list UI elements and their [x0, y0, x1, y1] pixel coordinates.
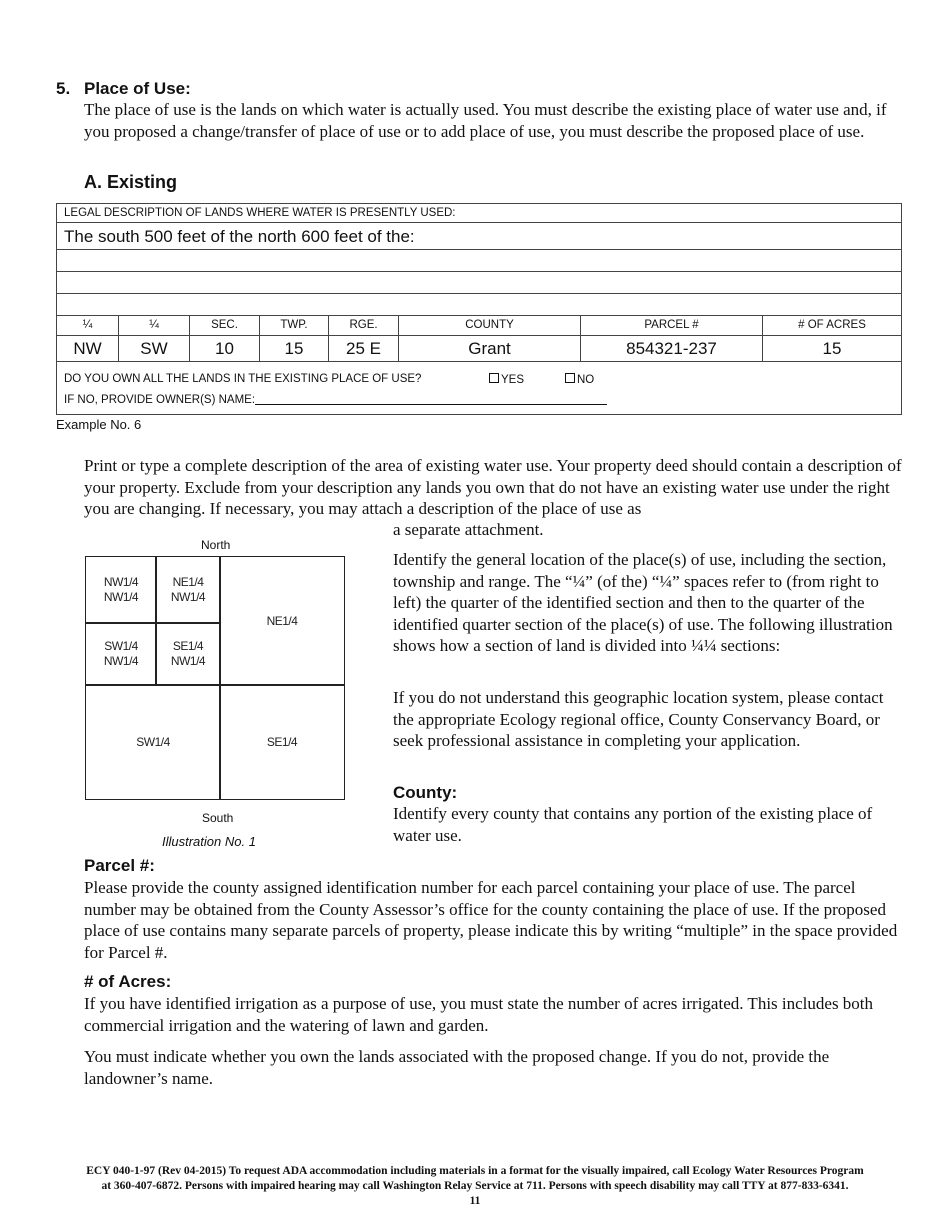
- section-number: 5.: [56, 79, 71, 98]
- yes-label: YES: [501, 374, 525, 386]
- nw-nw-quarter: NW1/4 NW1/4: [103, 575, 139, 604]
- value-acres[interactable]: 15: [822, 339, 842, 358]
- yes-option[interactable]: [489, 373, 524, 386]
- own-question: DO YOU OWN ALL THE LANDS IN THE EXISTING PLACE OF USE?: [64, 373, 422, 385]
- section-title: Place of Use:: [84, 79, 191, 98]
- page-number: 11: [469, 1195, 481, 1207]
- south-label: South: [202, 811, 234, 825]
- example-label: Example No. 6: [56, 417, 142, 432]
- north-label: North: [201, 538, 231, 552]
- section-intro: The place of use is the lands on which water is actually used. You must describe the existing place of water use and, if you proposed a change/transfer of place of use or to add place of use, you must describe the proposed place of use.: [84, 100, 887, 141]
- header-range: RGE.: [329, 316, 399, 335]
- ne-nw-quarter: NE1/4 NW1/4: [170, 575, 206, 604]
- divider-horizontal-main: [86, 684, 344, 686]
- footer-line-2: at 360-407-6872. Persons with impaired hearing may call Washington Relay Service at 711. Persons with speech disability may call TTY at 877-833-6341.: [101, 1180, 849, 1192]
- divider-vertical-nw: [155, 557, 157, 685]
- value-township[interactable]: 15: [260, 336, 329, 361]
- ownership-row: [57, 362, 901, 414]
- se-quarter: SE1/4: [266, 734, 298, 749]
- footer-line-1: ECY 040-1-97 (Rev 04-2015) To request ADA accommodation including materials in a format for the visually impaired, call Ecology Water Resources Program: [86, 1165, 864, 1177]
- legal-line-1[interactable]: The south 500 feet of the north 600 feet of the:: [57, 223, 901, 250]
- no-label: NO: [577, 374, 595, 386]
- sw-nw-quarter: SW1/4 NW1/4: [103, 639, 139, 668]
- value-section[interactable]: 10: [190, 336, 260, 361]
- legal-caption: LEGAL DESCRIPTION OF LANDS WHERE WATER IS PRESENTLY USED:: [57, 204, 901, 223]
- understand-paragraph: If you do not understand this geographic location system, please contact the appropriate Ecology regional office, County Conservancy Board, or seek professional assistance in completing your application.: [393, 688, 884, 750]
- print-paragraph: Print or type a complete description of the area of existing water use. Your property deed should contain a description of your property. Exclude from your description any lands you own that do not have an existing water use under the right you are changing. If necessary, you may attach a description of the place of use as: [84, 456, 902, 518]
- section-diagram: [85, 556, 345, 800]
- value-parcel[interactable]: 854321-237: [581, 336, 763, 361]
- identify-paragraph: Identify the general location of the place(s) of use, including the section, township and range. The “¼” (of the) “¼” spaces refer to (from right to left) the quarter of the identified section and then to the quarter of the identified quarter section of the place(s) of use. The following illustration shows how a section of land is divided into ¼¼ sections:: [393, 550, 893, 655]
- value-quarter-2[interactable]: SW: [119, 336, 190, 361]
- se-nw-quarter: SE1/4 NW1/4: [170, 639, 206, 668]
- parcel-text: Please provide the county assigned identification number for each parcel containing your place of use. The parcel number may be obtained from the County Assessor’s office for the county containing the place of use. If the proposed place of use contains many separate parcels of property, please indicate this by writing “multiple” in the space provided for Parcel #.: [84, 878, 898, 962]
- owner-prompt: IF NO, PROVIDE OWNER(S) NAME:: [64, 394, 256, 406]
- sw-quarter: SW1/4: [136, 734, 170, 749]
- legal-line-3[interactable]: [57, 272, 901, 294]
- header-quarter-2: ¼: [119, 316, 190, 335]
- yes-checkbox[interactable]: [489, 373, 499, 383]
- no-option[interactable]: [565, 373, 594, 386]
- county-text: Identify every county that contains any portion of the existing place of water use.: [393, 804, 873, 845]
- footer: [40, 1164, 910, 1209]
- owner-name-field[interactable]: [255, 392, 607, 405]
- divider-horizontal-nw: [86, 622, 220, 624]
- legal-description-table: [56, 203, 902, 415]
- county-title: County:: [393, 783, 458, 802]
- legal-line-4[interactable]: [57, 294, 901, 316]
- acres-title: # of Acres:: [84, 972, 172, 991]
- value-county[interactable]: Grant: [399, 336, 581, 361]
- header-parcel: PARCEL #: [581, 316, 763, 335]
- print-paragraph-end: a separate attachment.: [393, 520, 544, 539]
- value-quarter-1[interactable]: NW: [57, 336, 119, 361]
- landowner-paragraph: You must indicate whether you own the lands associated with the proposed change. If you do not, provide the landowner’s name.: [84, 1047, 830, 1088]
- acres-text: If you have identified irrigation as a purpose of use, you must state the number of acres irrigated. This includes both commercial irrigation and the watering of lawn and garden.: [84, 994, 874, 1035]
- parcel-title: Parcel #:: [84, 856, 155, 875]
- subsection-existing-title: A. Existing: [84, 172, 178, 192]
- legal-line-2[interactable]: [57, 250, 901, 272]
- header-section: SEC.: [190, 316, 260, 335]
- no-checkbox[interactable]: [565, 373, 575, 383]
- value-range[interactable]: 25 E: [329, 336, 399, 361]
- location-value-row: [57, 336, 901, 362]
- ne-quarter: NE1/4: [266, 613, 298, 628]
- header-quarter-1: ¼: [57, 316, 119, 335]
- illustration-caption: Illustration No. 1: [162, 834, 256, 849]
- divider-vertical-main: [219, 557, 221, 799]
- header-county: COUNTY: [399, 316, 581, 335]
- header-acres: # OF ACRES: [798, 319, 866, 331]
- header-township: TWP.: [260, 316, 329, 335]
- location-header-row: [57, 316, 901, 336]
